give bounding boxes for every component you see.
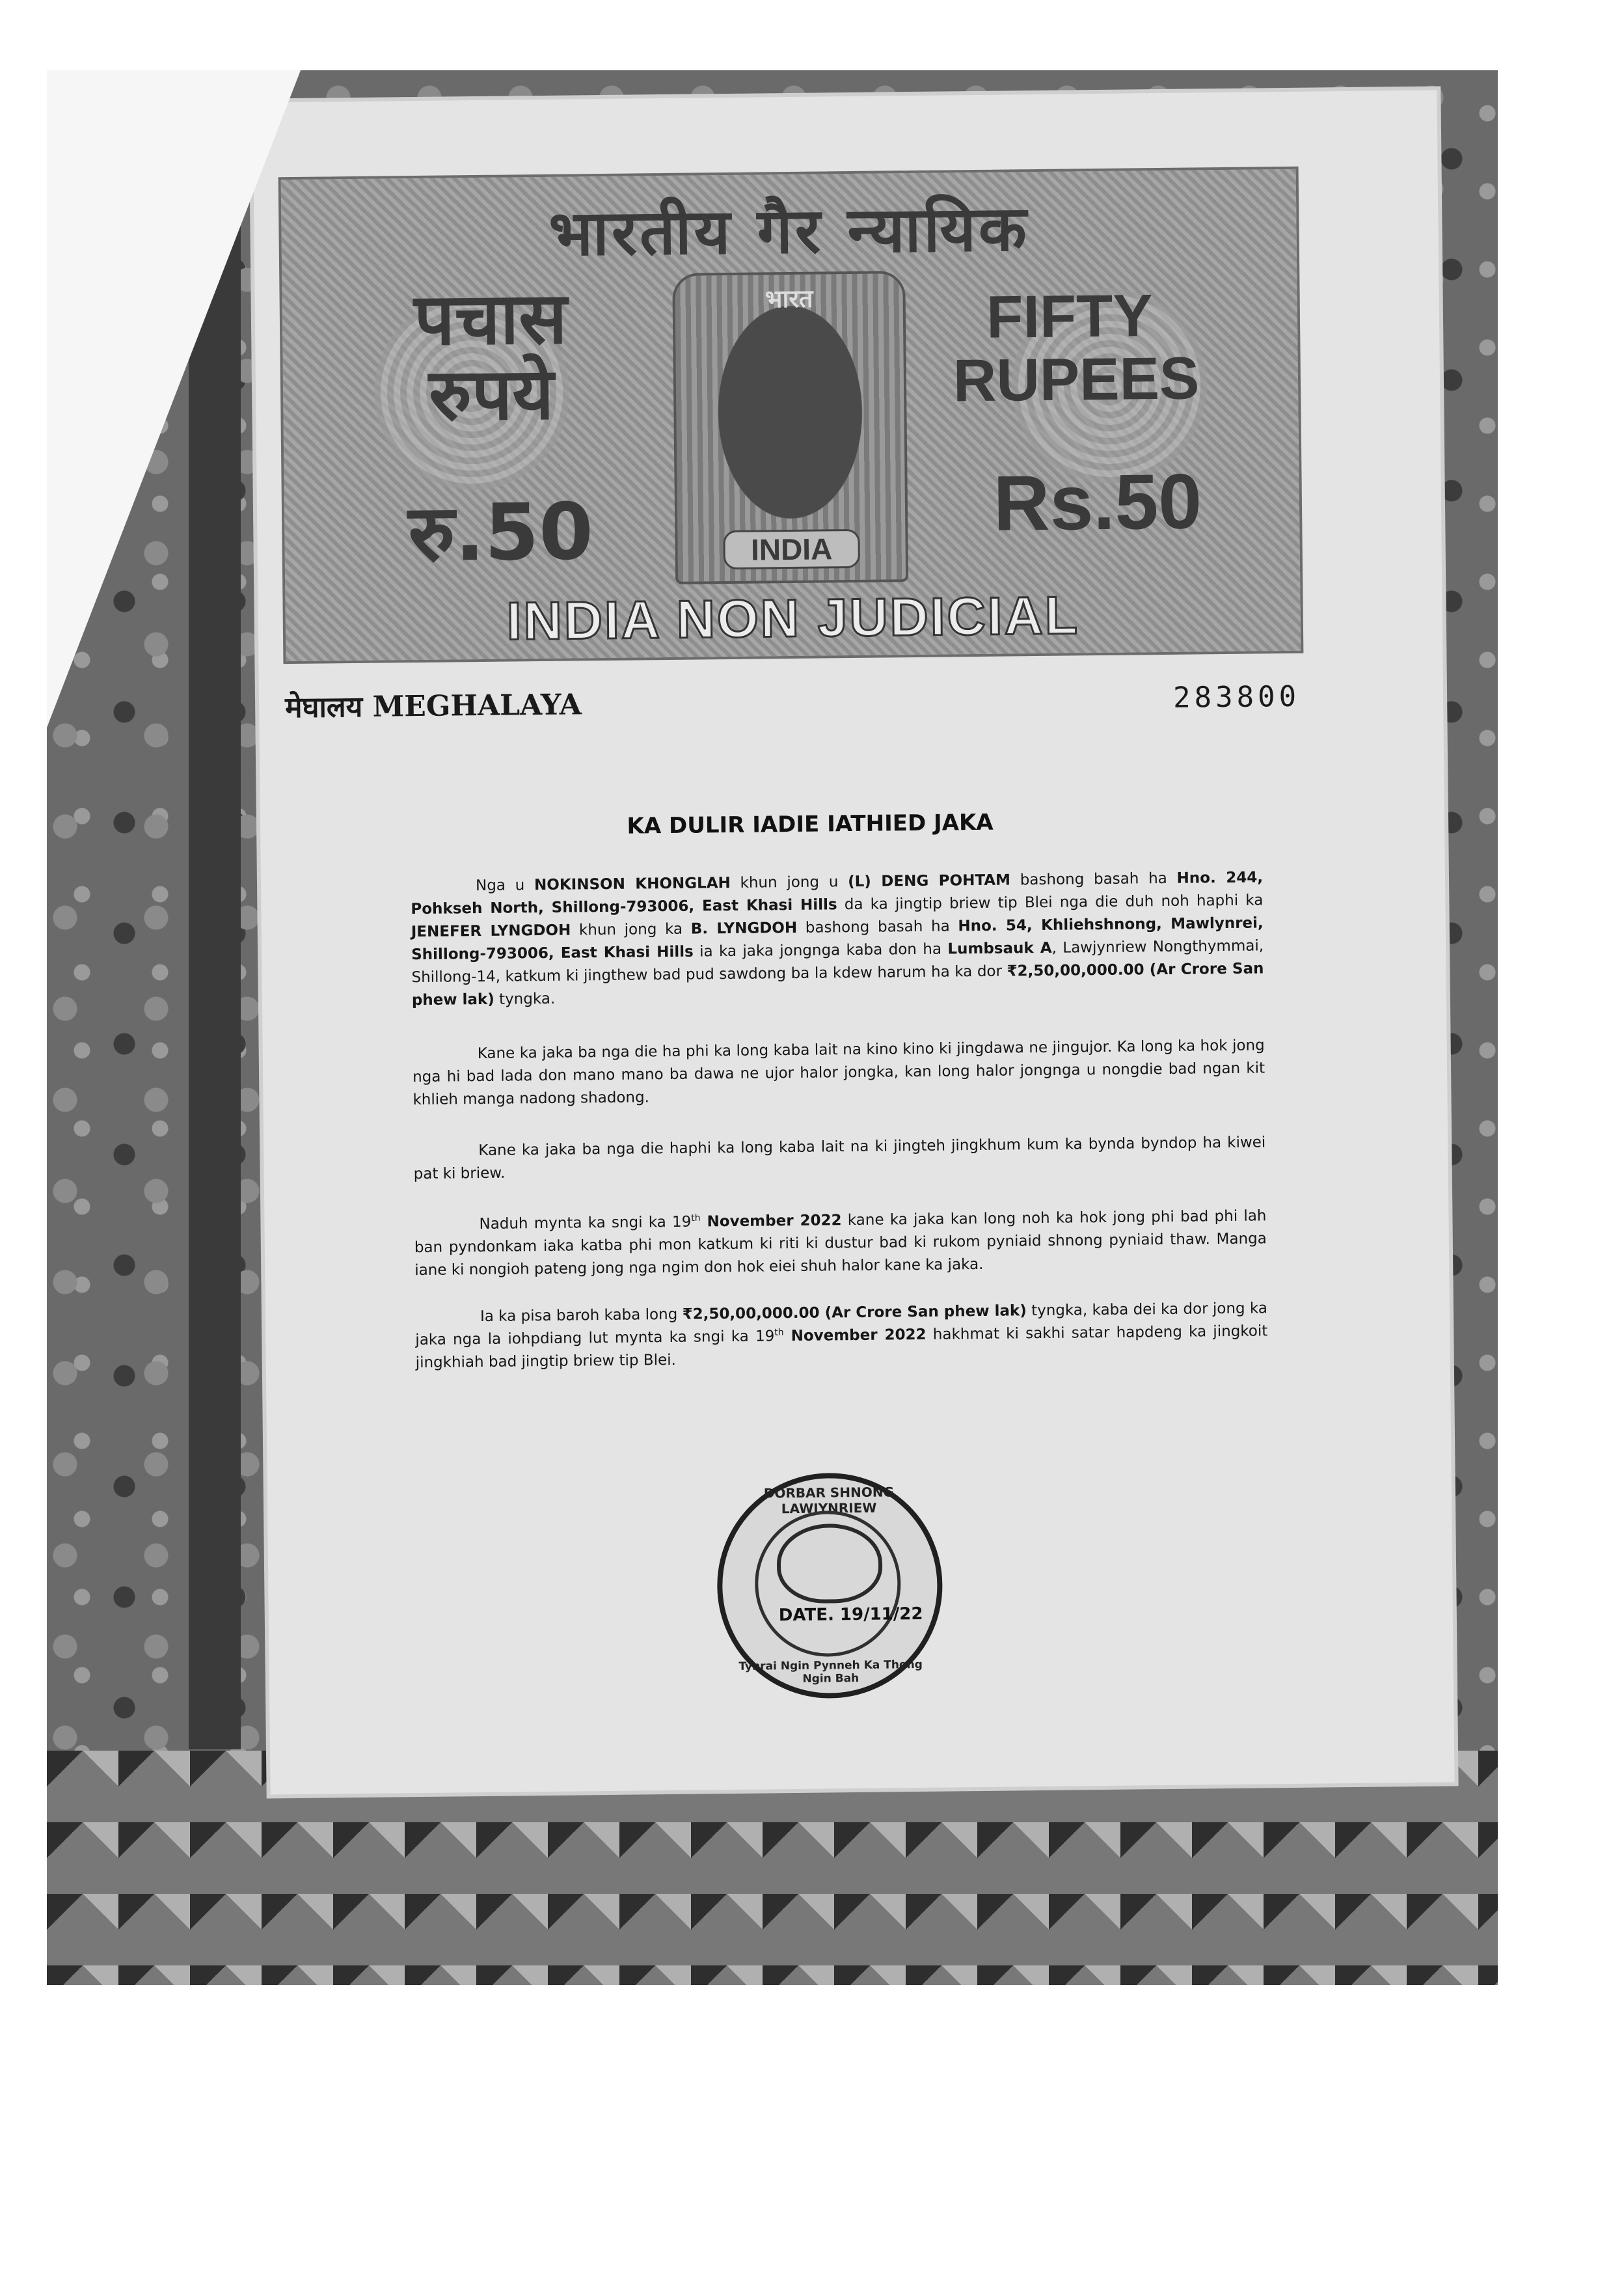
document-title: KA DULIR IADIE IATHIED JAKA (627, 809, 994, 840)
scanned-photo (47, 70, 1498, 1985)
dorbar-shnong-seal (716, 1472, 944, 1700)
seal-date: DATE. 19/11/22 (778, 1604, 923, 1626)
paragraph-1: Nga u NOKINSON KHONGLAH khun jong u (L) DENG POHTAM bashong basah ha Hno. 244, Pohkseh North, Shillong-793006, East Khasi Hills da ka jingtip briew tip Blei nga die duh noh haphi ka JENEFER LYNGDOH khun jong ka B. LYNGDOH bashong basah ha Hno. 54, Khliehshnong, Mawlynrei, Shillong-793006, East Khasi Hills ia ka jaka jongnga kaba don ha Lumbsauk A, Lawjynriew Nongthymmai, Shillong-14, katkum ki jingthew bad pud sawdong ba la kdew harum ha ka dor ₹2,50,00,000.00 (Ar Crore San phew lak) tyngka. (411, 869, 1264, 1009)
seal-bottom-text: Tynrai Ngin Pynneh Ka Thong Ngin Bah (738, 1658, 923, 1686)
stamp-right-value: Rs.50 (993, 458, 1202, 547)
stamp-top-hindi: भारतीय गैर न्यायिक (548, 192, 1030, 270)
stamp-paper (252, 90, 1454, 1795)
stamp-left-value: रु.50 (407, 487, 594, 580)
state-label: मेघालय MEGHALAYA (284, 688, 582, 725)
emblem-country: INDIA (723, 529, 860, 569)
non-judicial-stamp (278, 167, 1304, 664)
page-fold-corner (47, 70, 301, 728)
seal-top-text: DORBAR SHNONG LAWJYNRIEW (763, 1484, 895, 1517)
emblem-caption: भारत (765, 284, 813, 314)
seal-emblem-icon (776, 1524, 882, 1604)
paragraph-4: Naduh mynta ka sngi ka 19th November 2022 kane ka jaka kan long noh ka hok jong phi bad phi lah ban pyndonkam iaka katba phi mon katkum ki riti ki dustur bad ki rukom pyniaid shnong pyniaid thaw. Manga iane ki nongioh pateng jong nga ngim don hok eiei shuh halor kane ka jaka. (414, 1207, 1267, 1279)
stamp-left-hindi-words: पचास रुपये (413, 276, 568, 437)
serial-number: 283800 (1172, 679, 1301, 715)
paragraph-3: Kane ka jaka ba nga die haphi ka long kaba lait na ki jingteh jingkhum kum ka bynda byndop ha kiwei pat ki briew. (413, 1134, 1266, 1183)
stamp-bottom-text: INDIA NON JUDICIAL (506, 586, 1080, 651)
paragraph-2: Kane ka jaka ba nga die ha phi ka long kaba lait na kino kino ki jingdawa ne jingujor. Ka long ka hok jong nga hi bad lada don mano mano ba dawa ne ujor halor jongka, kan long halor jongnga u nongdie bad ngan kit khlieh manga nadong shadong. (412, 1037, 1265, 1109)
paragraph-5: Ia ka pisa baroh kaba long ₹2,50,00,000.00 (Ar Crore San phew lak) tyngka, kaba dei ka dor jong ka jaka nga la iohpdiang lut mynta ka sngi ka 19th November 2022 hakhmat ki sakhi satar hapdeng ka jingkoit jingkhiah bad jingtip briew tip Blei. (415, 1300, 1268, 1372)
stamp-right-words: FIFTY RUPEES (953, 282, 1200, 414)
ashoka-emblem-icon (672, 271, 908, 584)
